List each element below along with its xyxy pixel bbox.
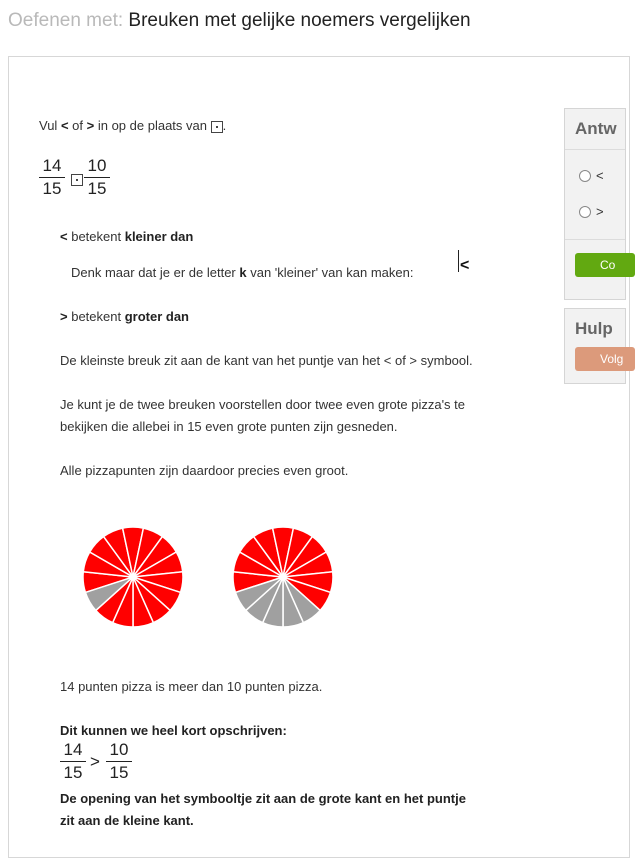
answer-box-icon <box>211 121 223 133</box>
hint-k: Denk maar dat je er de letter k van 'kleiner' van kan maken: <box>71 265 414 280</box>
instruction: Vul < of > in op de plaats van . <box>39 118 227 133</box>
help-panel-title: Hulp <box>575 319 613 338</box>
answer-symbol: > <box>90 752 100 771</box>
radio-greater-than[interactable] <box>579 206 591 218</box>
exercise-content <box>9 57 569 847</box>
answer-panel-title: Antw <box>575 119 617 138</box>
left-fraction: 14 15 <box>39 156 65 199</box>
hint-p1: De kleinste breuk zit aan de kant van het puntje van het < of > symbool. <box>60 353 473 368</box>
hint-p4: 14 punten pizza is meer dan 10 punten pizza. <box>60 679 323 694</box>
hint-gt: > betekent groter dan <box>60 309 190 324</box>
conclusion-2: zit aan de kleine kant. <box>60 813 194 828</box>
check-button[interactable]: Co <box>575 253 635 277</box>
exercise-panel <box>8 56 630 858</box>
radio-less-than-label: < <box>596 168 604 183</box>
conclusion-1: De opening van het symbooltje zit aan de grote kant en het puntje <box>60 791 466 806</box>
hint-p3: Alle pizzapunten zijn daardoor precies even groot. <box>60 463 349 478</box>
answer-panel <box>564 108 626 300</box>
answer-slot[interactable] <box>71 174 83 186</box>
hint-p2a: Je kunt je de twee breuken voorstellen door twee even grote pizza's te <box>60 397 465 412</box>
header-prefix: Oefenen met: <box>8 10 124 31</box>
hint-short: Dit kunnen we heel kort opschrijven: <box>60 723 287 738</box>
help-panel <box>564 308 626 384</box>
radio-less-than[interactable] <box>579 170 591 182</box>
k-stroke <box>458 250 459 272</box>
answer-right-fraction: 10 15 <box>106 740 132 783</box>
right-fraction: 10 15 <box>84 156 110 199</box>
hint-p2b: bekijken die allebei in 15 even grote punten zijn gesneden. <box>60 419 398 434</box>
page-header <box>8 10 471 32</box>
page-title: Breuken met gelijke noemers vergelijken <box>128 10 471 31</box>
answer-left-fraction: 14 15 <box>60 740 86 783</box>
pizza-illustration <box>9 497 369 647</box>
next-step-button[interactable]: Volg <box>575 347 635 371</box>
hint-lt: < betekent kleiner dan <box>60 229 194 244</box>
radio-greater-than-label: > <box>596 204 604 219</box>
k-symbol: < <box>460 257 470 274</box>
